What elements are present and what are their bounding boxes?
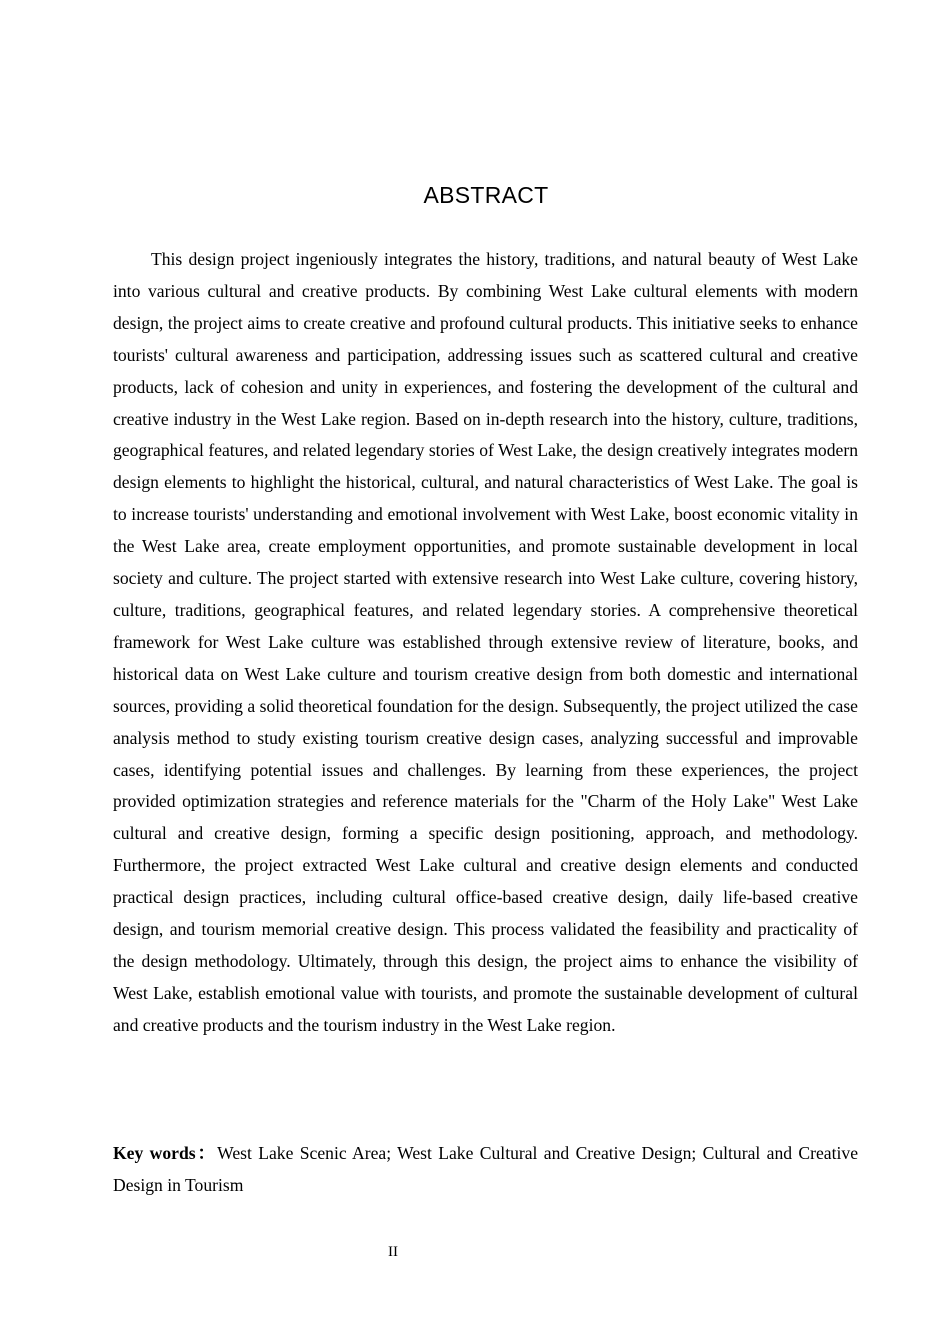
abstract-paragraph: This design project ingeniously integrates the history, traditions, and natural beauty of West Lake into various cultural and creative products. By combining West Lake cultural elements with modern design, the project aims to create creative and profound cultural products. This initiative seeks to enhance tourists' cultural awareness and participation, addressing issues such as scattered cultural and creative products, lack of cohesion and unity in experiences, and fostering the development of the cultural and creative industry in the West Lake region. Based on in-depth research into the history, culture, traditions, geographical features, and related legendary stories of West Lake, the design creatively integrates modern design elements to highlight the historical, cultural, and natural characteristics of West Lake. The goal is to increase tourists' understanding and emotional involvement with West Lake, boost economic vitality in the West Lake area, create employment opportunities, and promote sustainable development in local society and culture. The project started with extensive research into West Lake culture, covering history, culture, traditions, geographical features, and related legendary stories. A comprehensive theoretical framework for West Lake culture was established through extensive review of literature, books, and historical data on West Lake culture and tourism creative design from both domestic and international sources, providing a solid theoretical foundation for the design. Subsequently, the project utilized the case analysis method to study existing tourism creative design cases, analyzing successful and improvable cases, identifying potential issues and challenges. By learning from these experiences, the project provided optimization strategies and reference materials for the "Charm of the Holy Lake" West Lake cultural and creative design, forming a specific design positioning, approach, and methodology. Furthermore, the project extracted West Lake cultural and creative design elements and conducted practical design practices, including cultural office-based creative design, daily life-based creative design, and tourism memorial creative design. This process validated the feasibility and practicality of the design methodology. Ultimately, through this design, the project aims to enhance the visibility of West Lake, establish emotional value with tourists, and promote the sustainable development of cultural and creative products and the tourism industry in the West Lake region. [113,249,858,1035]
keywords-text: West Lake Scenic Area; West Lake Cultural and Creative Design; Cultural and Creative Design in Tourism [113,1143,858,1195]
keywords-label: Key words： [113,1143,218,1163]
page-number: II [388,1244,398,1260]
keywords-line [113,1138,858,1202]
abstract-title: ABSTRACT [423,182,549,208]
